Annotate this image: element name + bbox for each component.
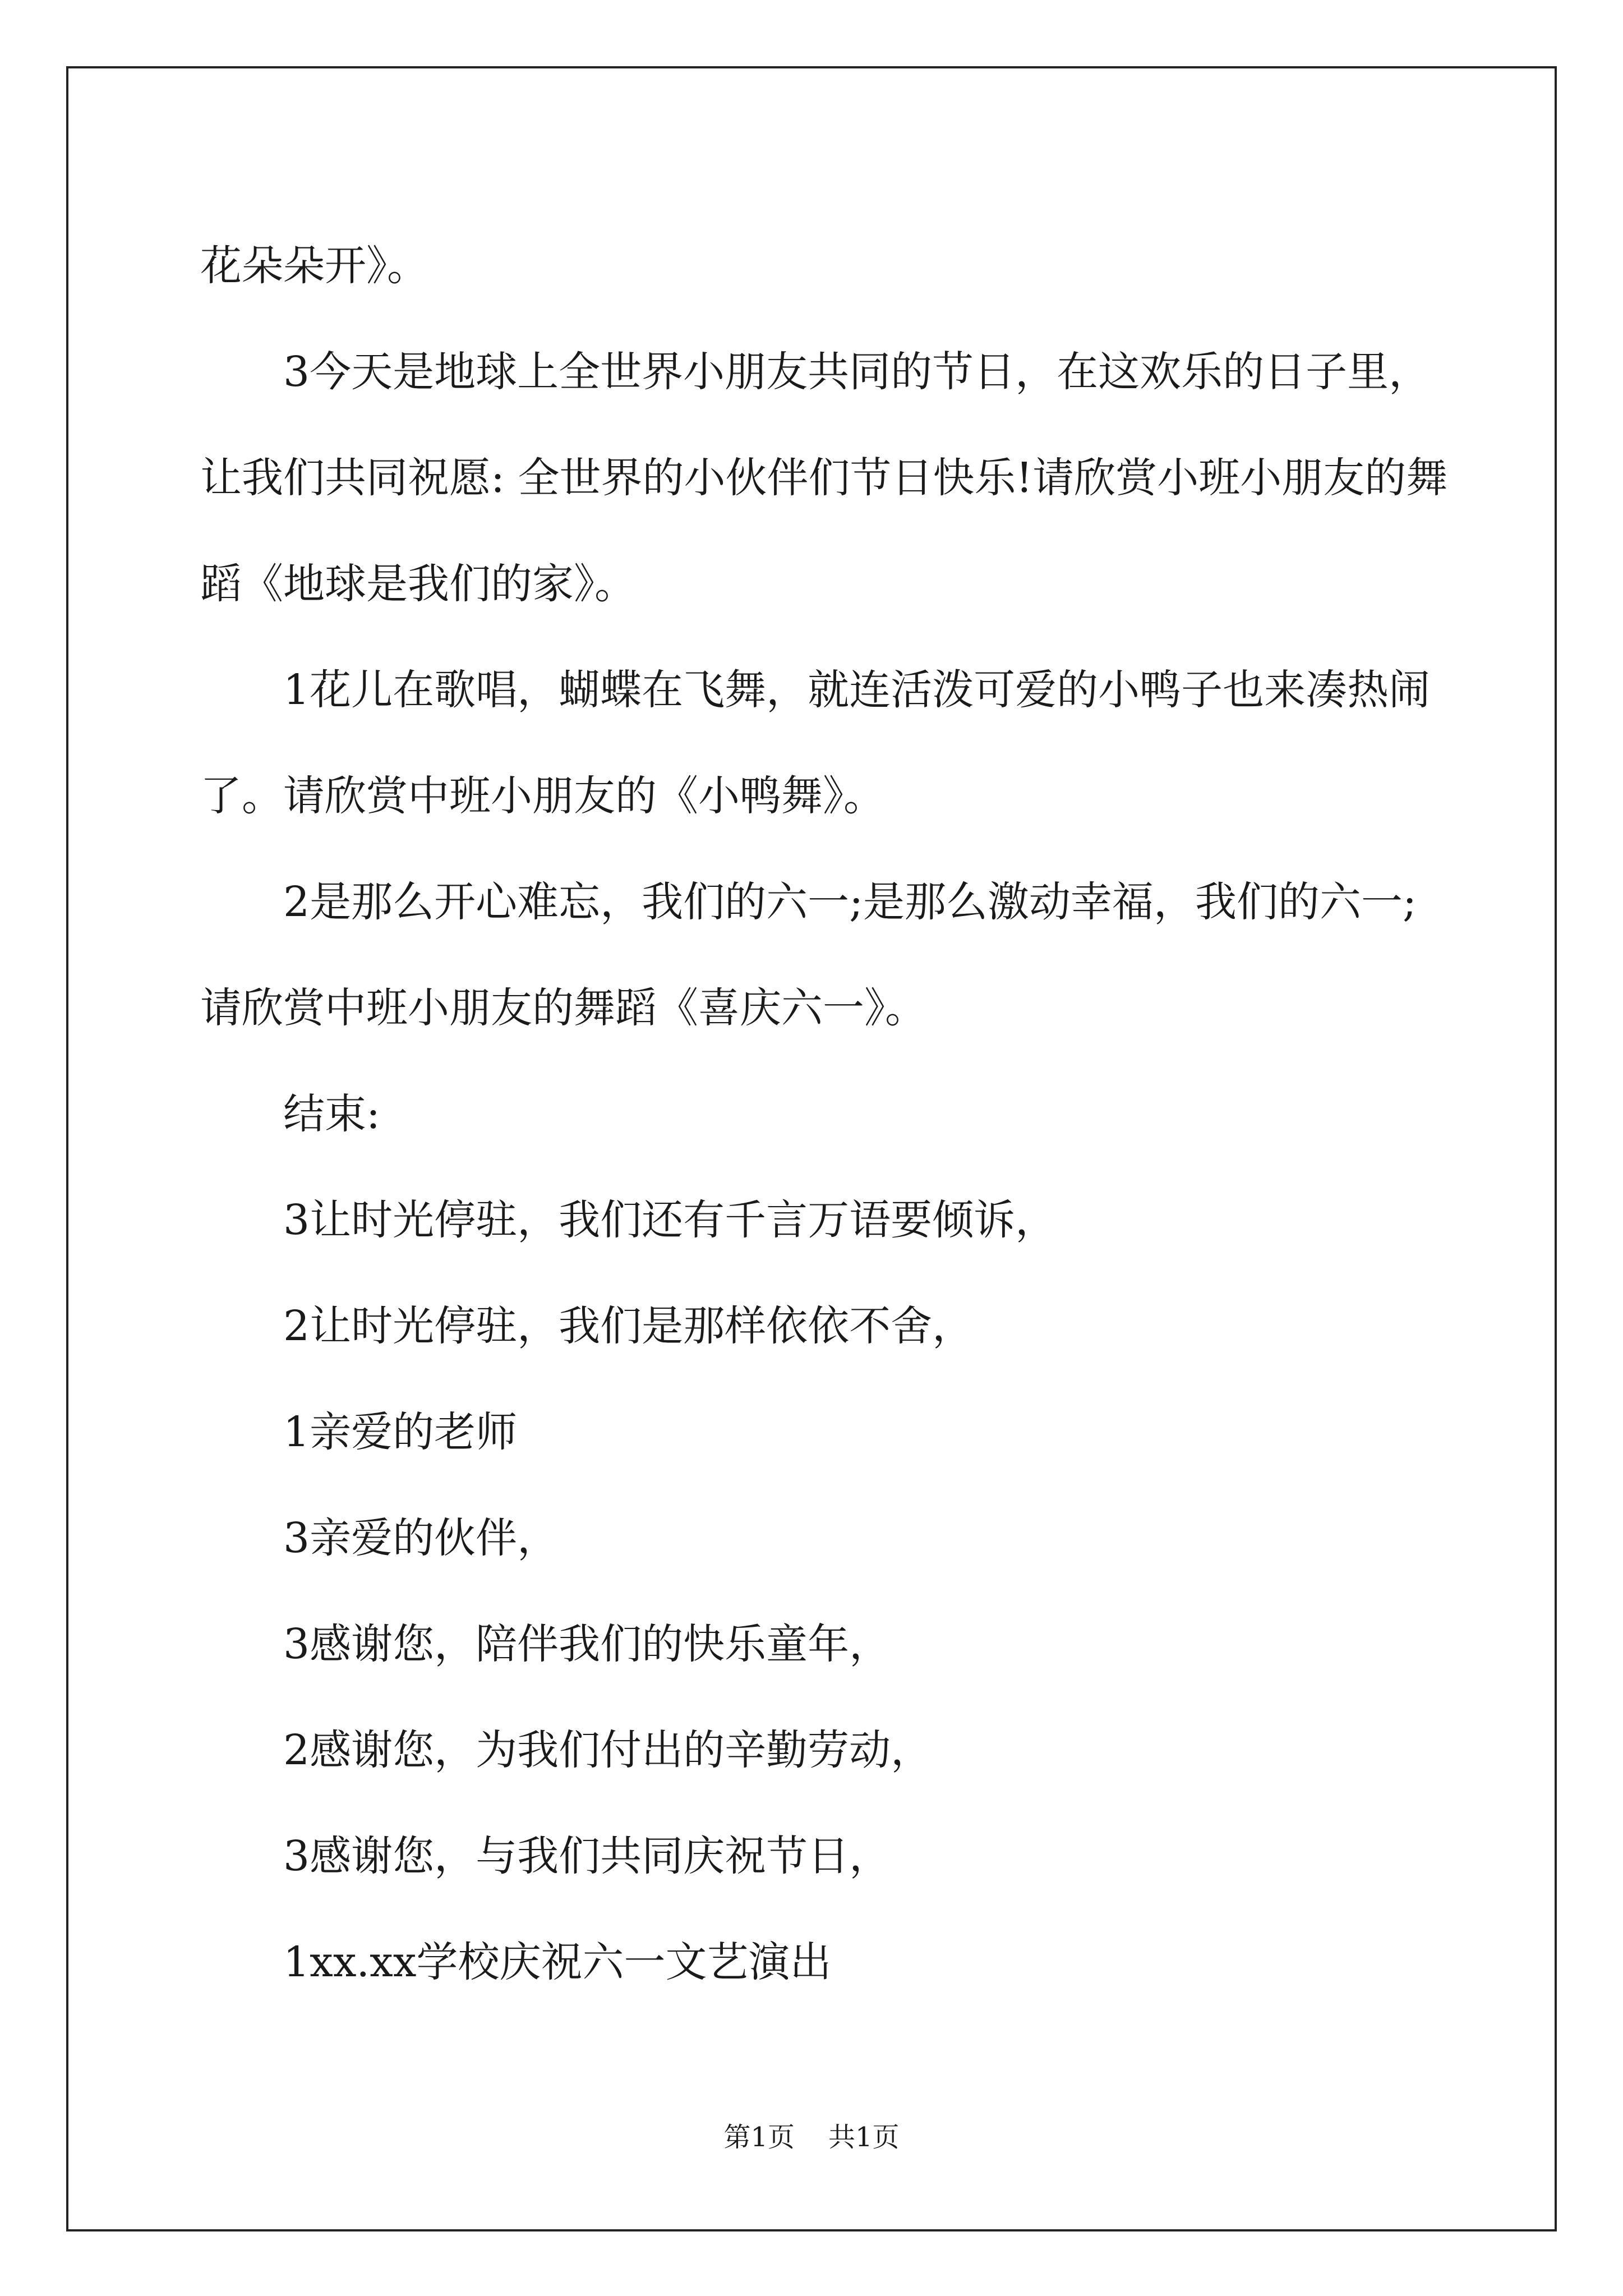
paragraph: 3让时光停驻，我们还有千言万语要倾诉，: [283, 1196, 1057, 1244]
paragraph: 1亲爱的老师: [283, 1408, 518, 1456]
page-footer: [0, 2120, 1623, 2154]
paragraph: 3亲爱的伙伴，: [283, 1514, 559, 1562]
paragraph: 蹈《地球是我们的家》。: [200, 560, 636, 608]
paragraph: 3今天是地球上全世界小朋友共同的节日，在这欢乐的日子里，: [283, 348, 1431, 396]
paragraph: 了。请欣赏中班小朋友的《小鸭舞》。: [200, 772, 885, 820]
page-number: 第1页: [723, 2122, 795, 2153]
paragraph: 2感谢您，为我们付出的辛勤劳动，: [283, 1726, 933, 1774]
page-total: 共1页: [828, 2122, 900, 2153]
paragraph: 请欣赏中班小朋友的舞蹈《喜庆六一》。: [200, 984, 926, 1032]
paragraph: 让我们共同祝愿: 全世界的小伙伴们节日快乐!请欣赏小班小朋友的舞: [200, 454, 1448, 502]
paragraph: 3感谢您，陪伴我们的快乐童年，: [283, 1620, 891, 1668]
section-heading: 结束:: [283, 1090, 380, 1138]
paragraph: 2让时光停驻，我们是那样依依不舍，: [283, 1302, 974, 1350]
paragraph: 1花儿在歌唱，蝴蝶在飞舞，就连活泼可爱的小鸭子也来凑热闹: [283, 666, 1431, 714]
paragraph: 3感谢您，与我们共同庆祝节日，: [283, 1832, 891, 1880]
paragraph: 1xx.xx学校庆祝六一文艺演出: [283, 1938, 832, 1986]
document-body: [200, 213, 1448, 2016]
paragraph: 花朵朵开》。: [200, 242, 428, 290]
paragraph: 2是那么开心难忘，我们的六一;是那么激动幸福，我们的六一;: [283, 878, 1417, 926]
